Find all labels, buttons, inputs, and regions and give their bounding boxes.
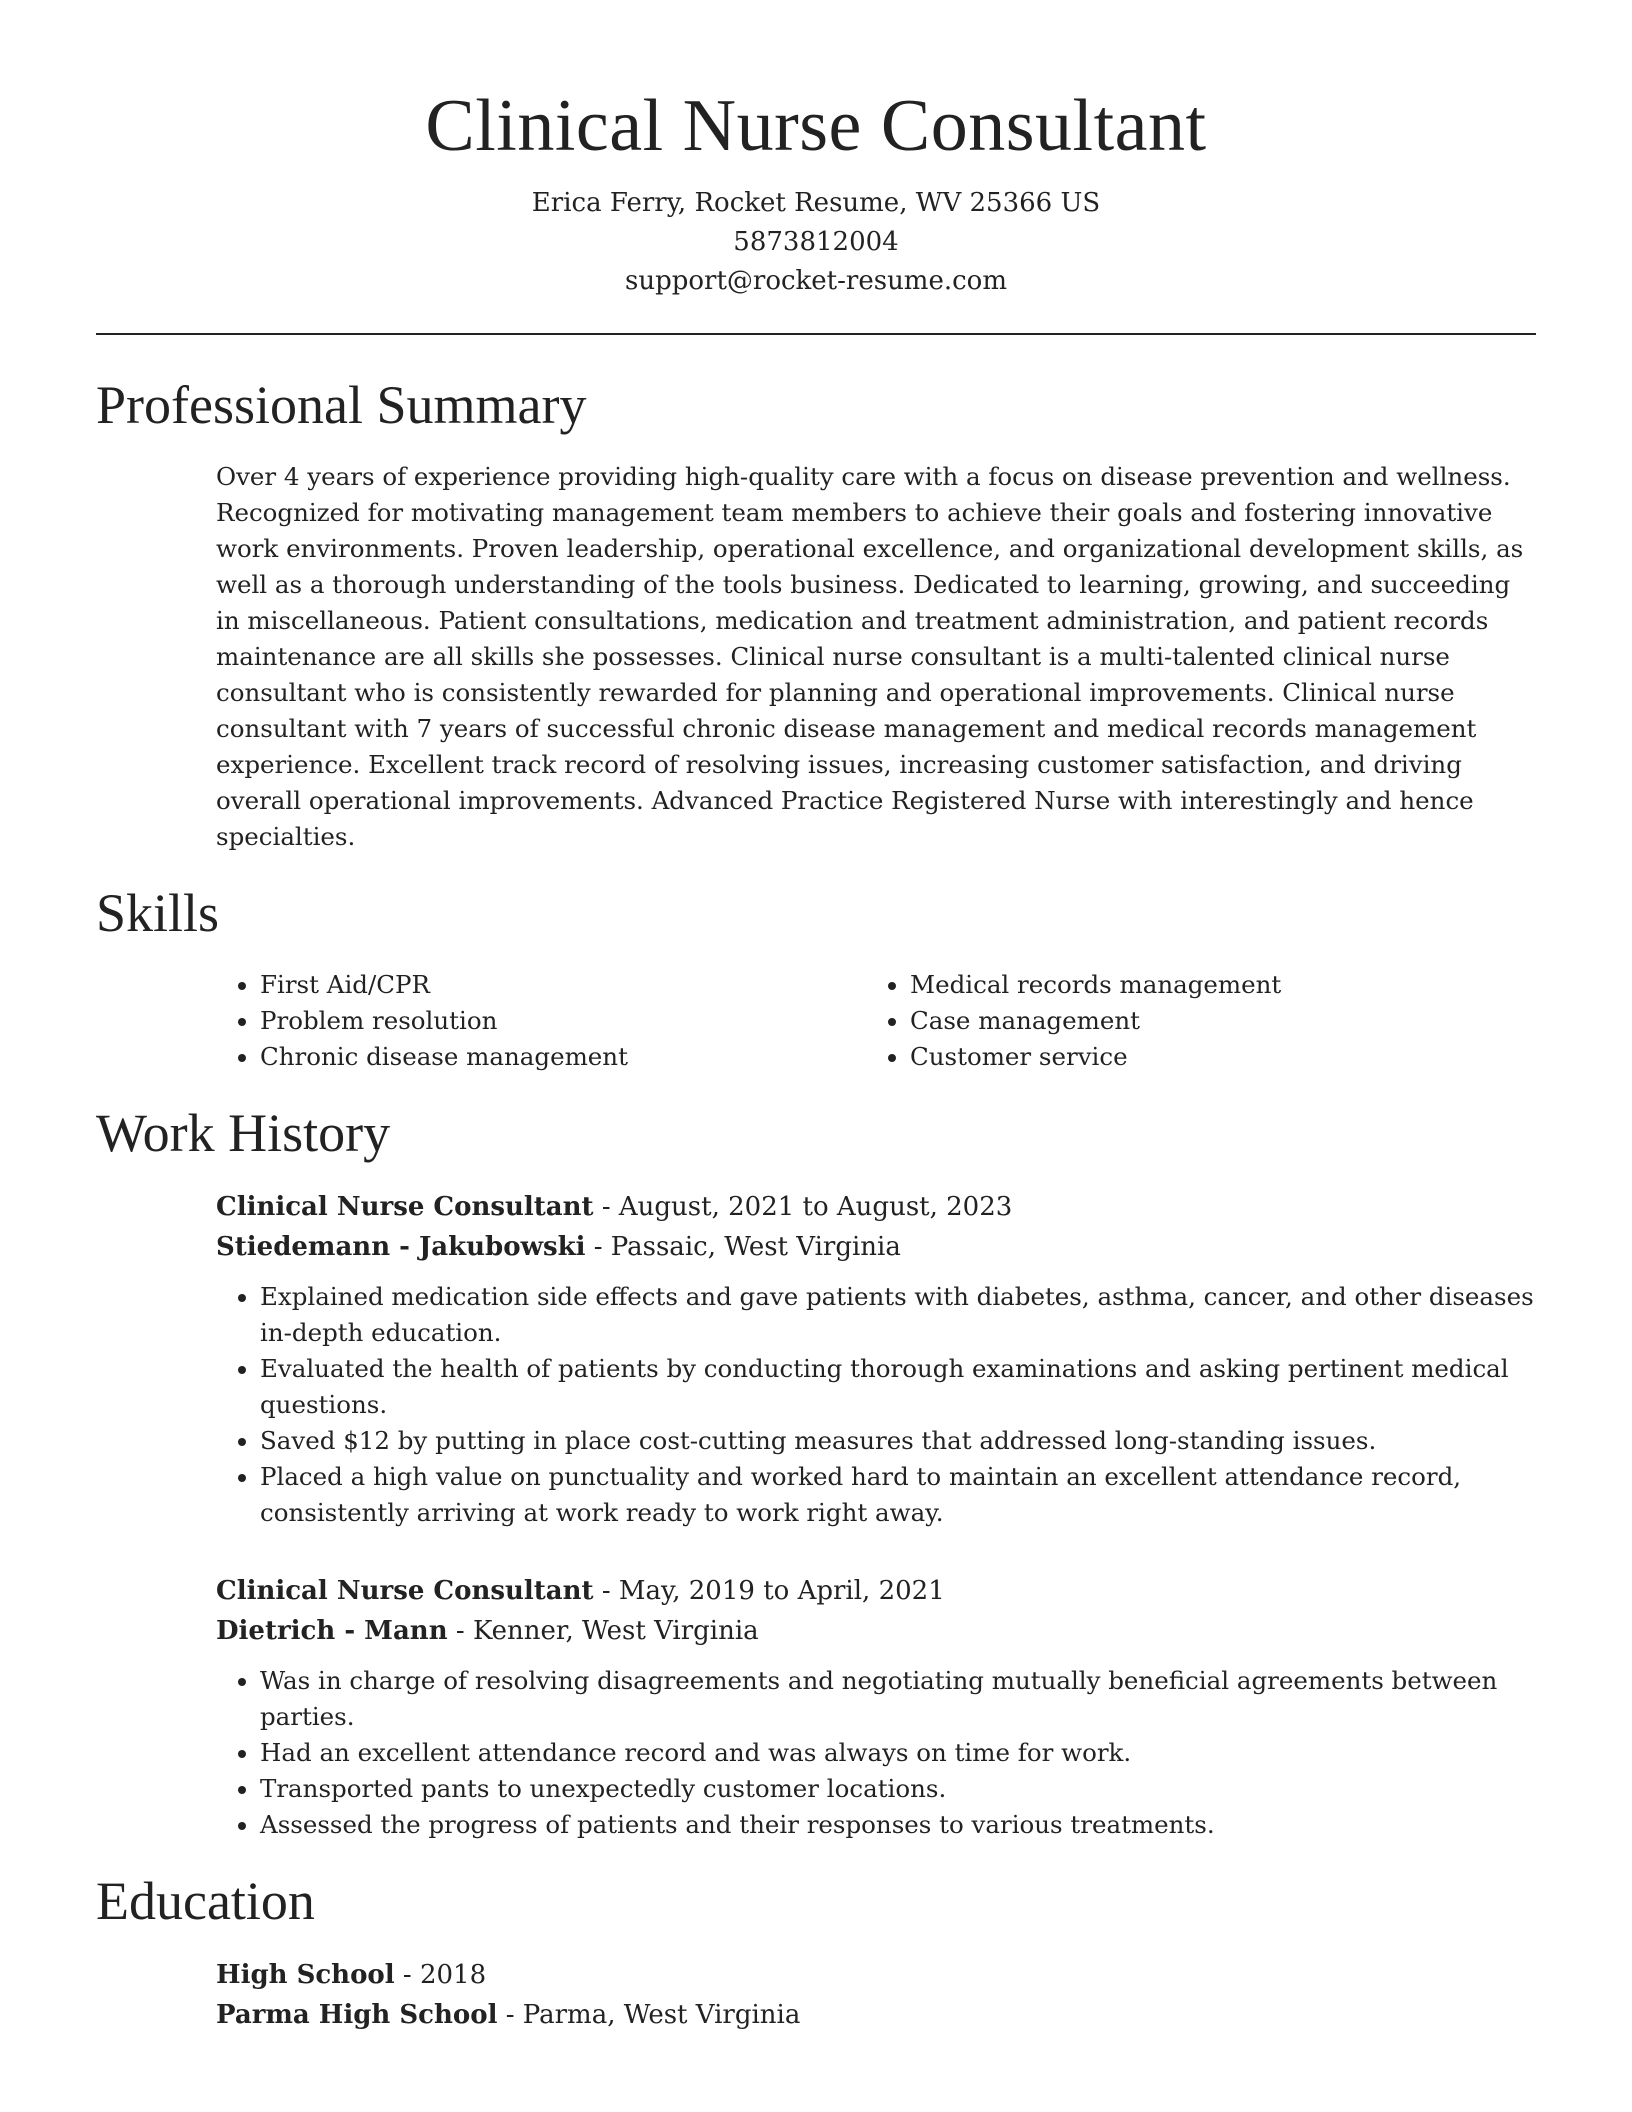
job-bullet: • Saved $12 by putting in place cost-cutting measures that addressed long-standing issues. [260,1423,1536,1459]
education-heading: Education [96,1871,315,1931]
job-company: Stiedemann - Jakubowski [216,1232,586,1262]
education-section [96,1869,1536,2035]
job-entry [216,1571,1536,1843]
job-title-line [216,1571,1536,1611]
education-school: Parma High School [216,2000,498,2030]
job-title: Clinical Nurse Consultant [216,1576,594,1606]
job-bullet: • Placed a high value on punctuality and worked hard to maintain an excellent attendance record, consistently arriving at work ready to work right away. [260,1459,1536,1531]
work-history-heading: Work History [96,1103,391,1163]
summary-section [96,373,1536,855]
job-dates: - May, 2019 to April, 2021 [593,1576,945,1606]
skills-list [216,967,1536,1075]
summary-text: Over 4 years of experience providing high-quality care with a focus on disease prevention and wellness. Recognized for motivating management team members to achieve their goals and fostering innovative work environments. Proven leadership, operational excellence, and organizational development skills, as well as a thorough understanding of the tools business. Dedicated to learning, growing, and succeeding in miscellaneous. Patient consultations, medication and treatment administration, and patient records maintenance are all skills she possesses. Clinical nurse consultant is a multi-talented clinical nurse consultant who is consistently rewarded for planning and operational improvements. Clinical nurse consultant with 7 years of successful chronic disease management and medical records management experience. Excellent track record of resolving issues, increasing customer satisfaction, and driving overall operational improvements. Advanced Practice Registered Nurse with interestingly and hence specialties. [216,462,1524,851]
job-bullet: • Assessed the progress of patients and their responses to various treatments. [260,1807,1536,1843]
skill-item: • First Aid/CPR [260,967,866,1003]
contact-email: support@rocket-resume.com [624,266,1007,296]
job-company: Dietrich - Mann [216,1616,448,1646]
job-title-line [216,1187,1536,1227]
job-bullet: • Explained medication side effects and gave patients with diabetes, asthma, cancer, and other diseases in-depth education. [260,1279,1536,1351]
summary-heading: Professional Summary [96,375,587,435]
job-bullets [216,1279,1536,1531]
education-location: - Parma, West Virginia [497,2000,801,2030]
skill-item: • Customer service [910,1039,1516,1075]
skill-item: • Case management [910,1003,1516,1039]
education-degree: High School [216,1960,395,1990]
job-bullets [216,1663,1536,1843]
skills-heading: Skills [96,883,220,943]
skills-column-right [866,967,1516,1075]
job-location: - Passaic, West Virginia [585,1232,901,1262]
skill-item: • Medical records management [910,967,1516,1003]
skills-section [96,881,1536,1075]
contact-info [96,184,1536,301]
job-bullet: • Had an excellent attendance record and was always on time for work. [260,1735,1536,1771]
contact-address: Erica Ferry, Rocket Resume, WV 25366 US [531,188,1101,218]
skill-item: • Chronic disease management [260,1039,866,1075]
education-year: - 2018 [394,1960,487,1990]
education-entry [216,1955,1536,2035]
job-company-line [216,1227,1536,1267]
header-divider [96,333,1536,335]
job-entry [216,1187,1536,1531]
education-school-line [216,1995,1536,2035]
skills-column-left [216,967,866,1075]
resume-title: Clinical Nurse Consultant [425,85,1207,167]
skill-item: • Problem resolution [260,1003,866,1039]
job-company-line [216,1611,1536,1651]
job-title: Clinical Nurse Consultant [216,1192,594,1222]
job-bullet: • Evaluated the health of patients by conducting thorough examinations and asking pertinent medical questions. [260,1351,1536,1423]
job-bullet: • Was in charge of resolving disagreements and negotiating mutually beneficial agreements between parties. [260,1663,1536,1735]
contact-phone: 5873812004 [733,227,899,257]
education-degree-line [216,1955,1536,1995]
job-location: - Kenner, West Virginia [447,1616,759,1646]
job-dates: - August, 2021 to August, 2023 [593,1192,1013,1222]
job-bullet: • Transported pants to unexpectedly customer locations. [260,1771,1536,1807]
work-history-section [96,1101,1536,1843]
